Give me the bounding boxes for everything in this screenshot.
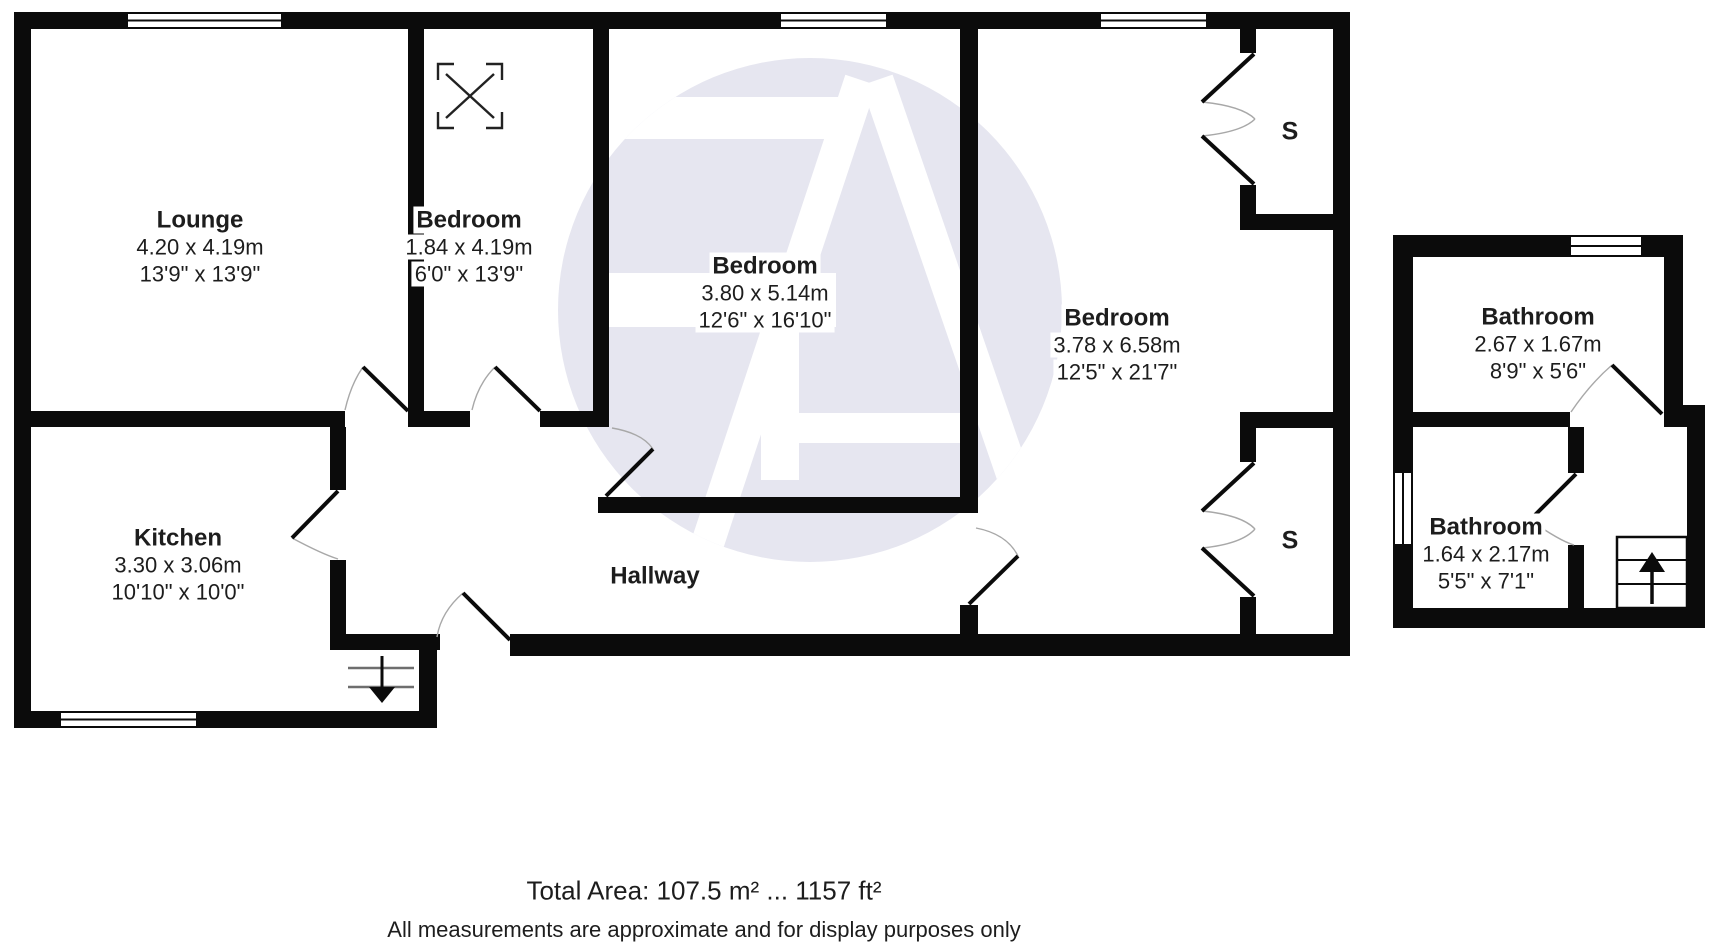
door-closet-top [1202,54,1255,184]
room-label-bedroom-small [402,207,535,288]
door-closet-bottom [1202,463,1255,596]
door-lounge [345,367,408,411]
storage-label-top: S [1281,117,1299,146]
room-label-bathroom-top [1471,304,1604,385]
stairs-down-icon [348,656,414,703]
room-dim-metric: 3.30 x 3.06m [111,553,244,578]
window-bedroom-middle [780,13,887,28]
stairs-up-icon [1617,537,1687,608]
room-label-bedroom-middle [696,253,835,334]
room-name: Bathroom [1426,514,1545,541]
room-dim-metric: 2.67 x 1.67m [1471,332,1604,357]
room-label-bathroom-bottom [1419,514,1552,595]
room-name: Bedroom [1061,305,1172,332]
room-name: Bathroom [1478,304,1597,331]
door-bedroom-small [472,367,540,411]
room-label-lounge [133,207,266,288]
window-bedroom-right [1100,13,1207,28]
room-dim-metric: 4.20 x 4.19m [133,235,266,260]
window-bathroom-top [1570,236,1642,256]
window-lounge [127,13,282,28]
room-dim-imperial: 6'0" x 13'9" [412,262,526,287]
total-area-text: Total Area: 107.5 m² ... 1157 ft² [526,875,882,906]
room-label-kitchen [109,525,248,606]
room-dim-imperial: 10'10" x 10'0" [109,580,248,605]
room-label-bedroom-right [1050,305,1183,386]
window-kitchen [60,712,197,727]
room-dim-metric: 1.84 x 4.19m [402,235,535,260]
room-name: Lounge [154,207,247,234]
door-kitchen [292,491,338,559]
room-name: Bedroom [413,207,524,234]
disclaimer-text: All measurements are approximate and for display purposes only [387,917,1021,942]
room-dim-metric: 1.64 x 2.17m [1419,542,1552,567]
room-dim-metric: 3.80 x 5.14m [698,281,831,306]
door-bedroom-right [969,528,1018,604]
room-dim-imperial: 5'5" x 7'1" [1435,569,1537,594]
room-name: Bedroom [709,253,820,280]
ceiling-light-icon [438,64,502,128]
room-dim-metric: 3.78 x 6.58m [1050,333,1183,358]
door-entrance [437,593,510,640]
storage-label-bottom: S [1281,526,1299,555]
room-name: Hallway [607,563,702,590]
room-dim-imperial: 12'5" x 21'7" [1054,360,1181,385]
room-dim-imperial: 8'9" x 5'6" [1487,359,1589,384]
room-dim-imperial: 13'9" x 13'9" [137,262,264,287]
room-dim-imperial: 12'6" x 16'10" [696,308,835,333]
room-name: Kitchen [131,525,225,552]
window-bathroom-left [1394,472,1412,545]
room-label-hallway [607,563,702,590]
